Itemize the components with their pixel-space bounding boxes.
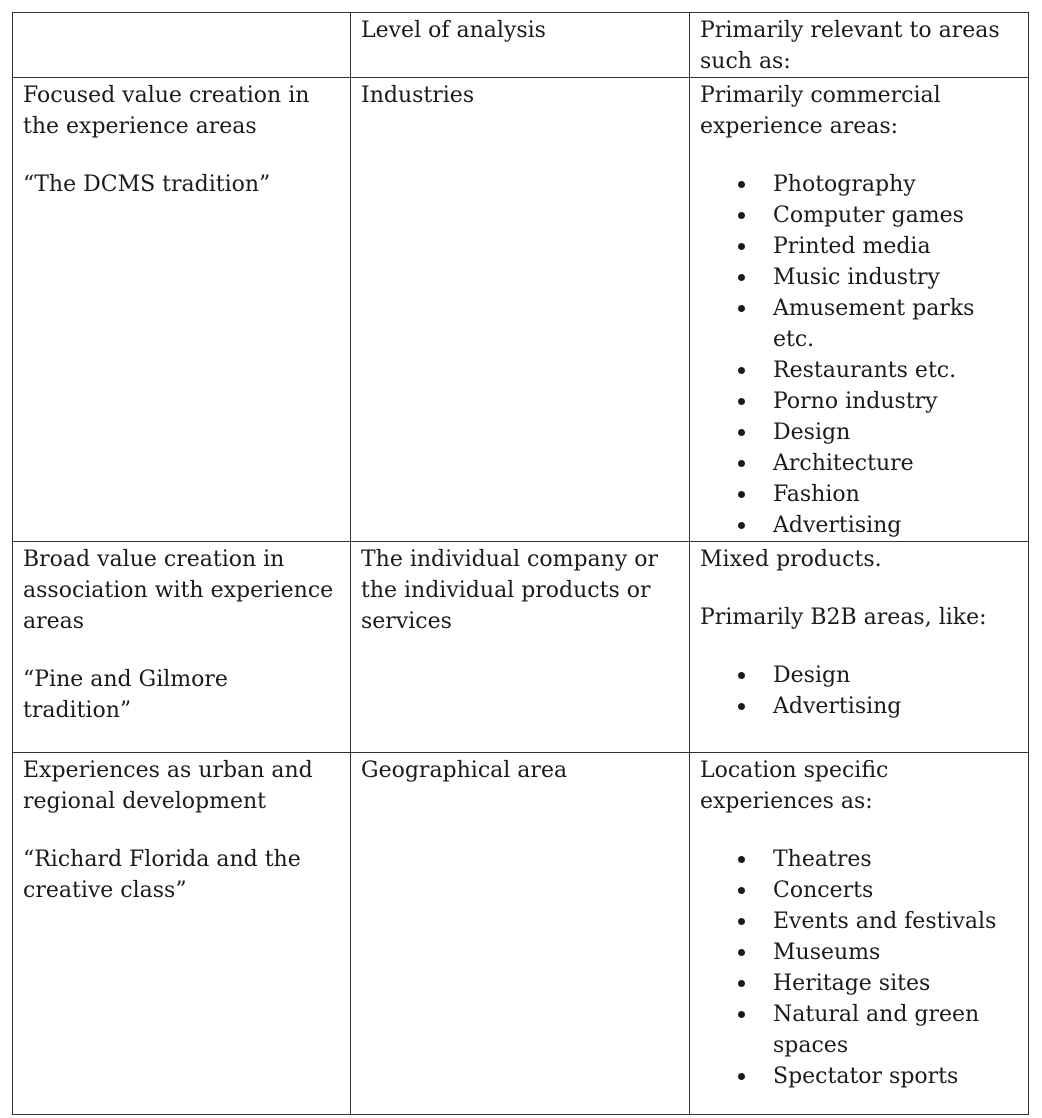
approach-name: Experiences as urban and regional development xyxy=(23,758,313,814)
tradition-label: “The DCMS tradition” xyxy=(23,172,271,197)
areas-subheading: Primarily B2B areas, like: xyxy=(700,605,987,630)
tradition-label: “Richard Florida and the creative class” xyxy=(23,847,301,903)
list-item: Computer games xyxy=(773,200,1018,231)
table-row xyxy=(13,753,1029,1115)
table-row xyxy=(13,542,1029,753)
list-item: Advertising xyxy=(773,510,1018,541)
list-item: Architecture xyxy=(773,448,1018,479)
level-text: Geographical area xyxy=(361,758,568,783)
header-cell-level: Level of analysis xyxy=(351,13,690,78)
level-cell xyxy=(351,753,690,1115)
list-item: Heritage sites xyxy=(773,968,1018,999)
approach-cell xyxy=(13,753,351,1115)
approach-cell xyxy=(13,78,351,542)
comparison-table xyxy=(12,12,1029,1115)
areas-cell xyxy=(690,542,1029,753)
list-item: Printed media xyxy=(773,231,1018,262)
list-item: Porno industry xyxy=(773,386,1018,417)
level-cell xyxy=(351,542,690,753)
approach-cell xyxy=(13,542,351,753)
level-cell xyxy=(351,78,690,542)
areas-list xyxy=(700,660,1018,722)
areas-intro: Primarily commercial experience areas: xyxy=(700,83,941,139)
list-item: Advertising xyxy=(773,691,1018,722)
areas-cell xyxy=(690,78,1029,542)
areas-intro: Mixed products. xyxy=(700,547,882,572)
table-row xyxy=(13,78,1029,542)
list-item: Natural and green spaces xyxy=(773,999,1018,1061)
list-item: Design xyxy=(773,417,1018,448)
level-text: The individual company or the individual products or services xyxy=(361,547,659,634)
header-cell-areas: Primarily relevant to areas such as: xyxy=(690,13,1029,78)
list-item: Theatres xyxy=(773,844,1018,875)
list-item: Music industry xyxy=(773,262,1018,293)
header-cell-empty xyxy=(13,13,351,78)
list-item: Fashion xyxy=(773,479,1018,510)
level-text: Industries xyxy=(361,83,475,108)
areas-list xyxy=(700,844,1018,1092)
list-item: Spectator sports xyxy=(773,1061,1018,1092)
list-item: Amusement parks etc. xyxy=(773,293,1018,355)
tradition-label: “Pine and Gilmore tradition” xyxy=(23,667,228,723)
areas-cell xyxy=(690,753,1029,1115)
list-item: Museums xyxy=(773,937,1018,968)
table-header-row xyxy=(13,13,1029,78)
approach-name: Focused value creation in the experience areas xyxy=(23,83,310,139)
approach-name: Broad value creation in association with experience areas xyxy=(23,547,334,634)
list-item: Concerts xyxy=(773,875,1018,906)
list-item: Restaurants etc. xyxy=(773,355,1018,386)
list-item: Photography xyxy=(773,169,1018,200)
areas-list xyxy=(700,169,1018,541)
list-item: Design xyxy=(773,660,1018,691)
areas-intro: Location specific experiences as: xyxy=(700,758,889,814)
list-item: Events and festivals xyxy=(773,906,1018,937)
